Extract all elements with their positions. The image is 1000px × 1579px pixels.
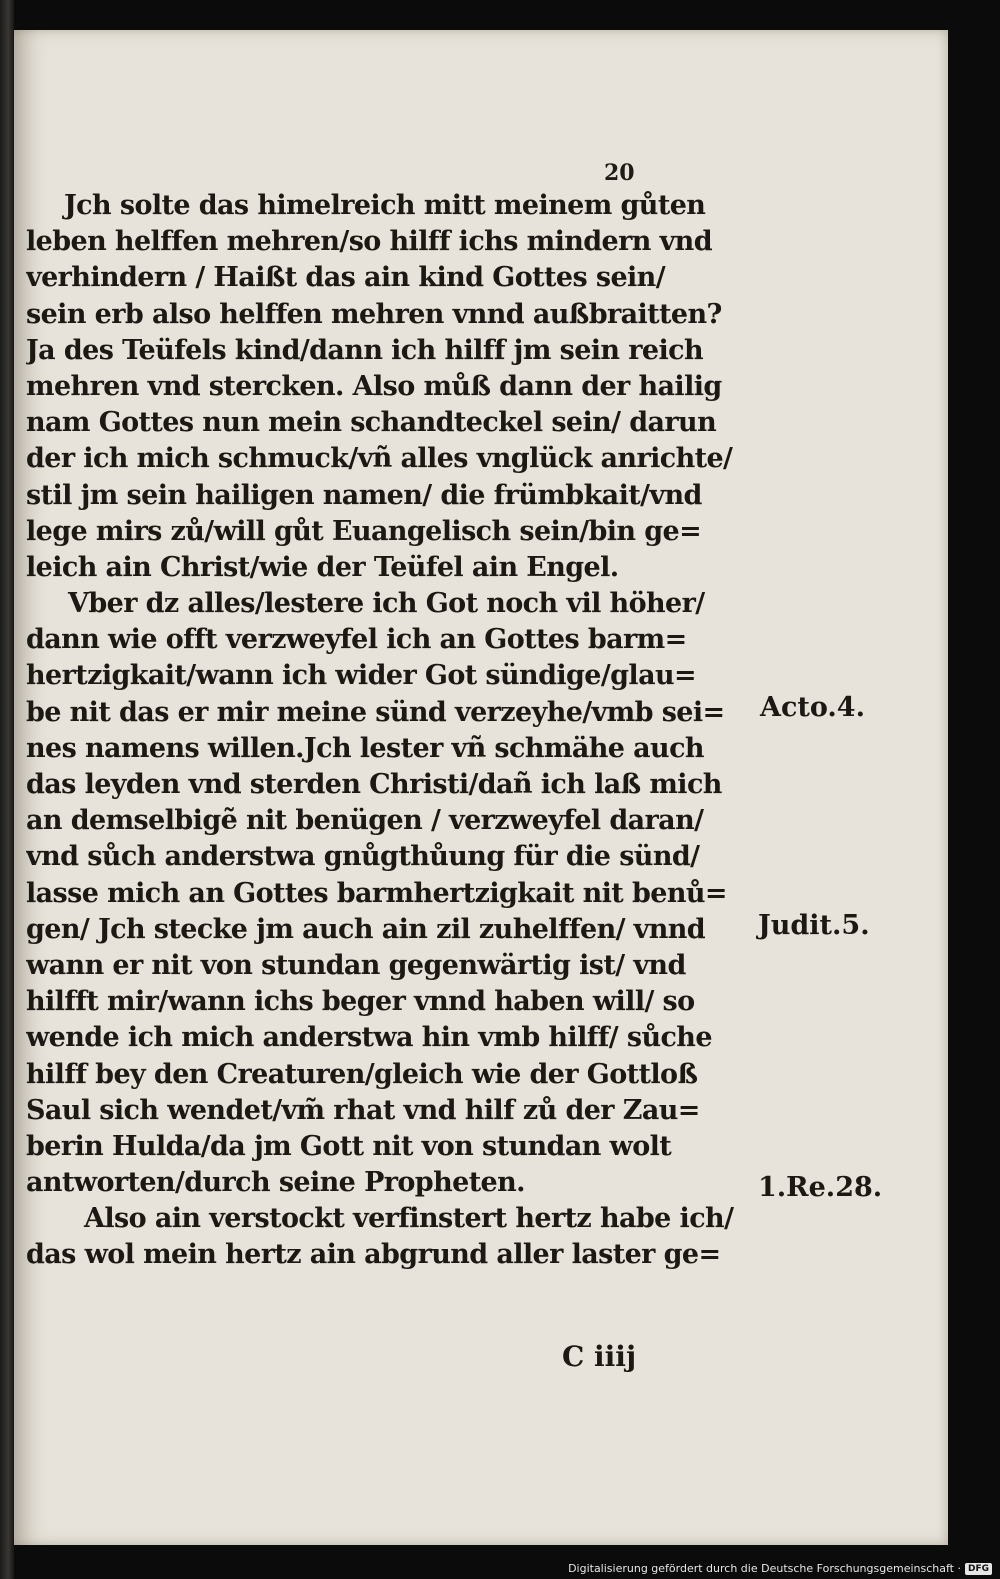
text-line: hilfft mir/wann ichs beger vnnd haben will/ so [26, 986, 695, 1018]
text-line: leben helffen mehren/so hilff ichs mindern vnd [26, 226, 712, 258]
signature-mark: C iiij [562, 1340, 637, 1373]
text-line: be nit das er mir meine sünd verzeyhe/vmb sei= [26, 696, 725, 728]
marginal-note-judit: Judit.5. [758, 910, 870, 941]
text-line: leich ain Christ/wie der Teüfel ain Engel. [26, 551, 619, 583]
text-line: mehren vnd stercken. Also můß dann der hailig [26, 370, 722, 402]
text-line: nam Gottes nun mein schandteckel sein/ darun [26, 407, 717, 439]
credit-text: Digitalisierung gefördert durch die Deutsche Forschungsgemeinschaft · [568, 1562, 961, 1575]
text-line: Vber dz alles/lestere ich Got noch vil höher/ [68, 588, 705, 620]
book-gutter-edge [0, 0, 14, 1579]
text-line: Jch solte das himelreich mitt meinem gůten [64, 190, 706, 221]
text-line: lasse mich an Gottes barmhertzigkait nit benů= [26, 877, 727, 909]
text-line: verhindern / Haißt das ain kind Gottes sein/ [26, 262, 665, 294]
text-line: dann wie offt verzweyfel ich an Gottes barm= [26, 624, 687, 656]
text-line: Ja des Teüfels kind/dann ich hilff jm sein reich [26, 334, 703, 366]
text-line: gen/ Jch stecke jm auch ain zil zuhelffen/ vnnd [26, 913, 706, 945]
marginal-note-reges: 1.Re.28. [758, 1172, 883, 1203]
text-line: der ich mich schmuck/vñ alles vnglück anrichte/ [26, 443, 733, 475]
text-line: antworten/durch seine Propheten. [26, 1167, 525, 1199]
text-line: hertzigkait/wann ich wider Got sündige/glau= [26, 660, 697, 692]
text-line: nes namens willen.Jch lester vñ schmähe auch [26, 732, 704, 764]
text-line: das leyden vnd sterden Christi/dañ ich laß mich [26, 769, 722, 800]
text-line: wann er nit von stundan gegenwärtig ist/ vnd [26, 949, 686, 981]
dfg-logo-icon: DFG [965, 1563, 992, 1575]
text-line: hilff bey den Creaturen/gleich wie der Gottloß [26, 1058, 698, 1090]
text-line: lege mirs zů/will gůt Euangelisch sein/bin ge= [26, 515, 702, 547]
text-line: das wol mein hertz ain abgrund aller laster ge= [26, 1239, 721, 1271]
text-line: vnd sůch anderstwa gnůgthůung für die sünd/ [26, 841, 700, 873]
text-line: Also ain verstockt verfinstert hertz habe ich/ [84, 1203, 734, 1235]
text-line: berin Hulda/da jm Gott nit von stundan wolt [26, 1130, 672, 1162]
text-line: Saul sich wendet/vm̃ rhat vnd hilf zů der Zau= [26, 1094, 700, 1126]
page-number: 20 [604, 160, 635, 186]
marginal-note-acto: Acto.4. [760, 692, 865, 723]
digitization-credit [568, 1562, 992, 1575]
text-line: stil jm sein hailigen namen/ die frümbkait/vnd [26, 479, 702, 511]
text-line: an demselbigẽ nit benügen / verzweyfel daran/ [26, 805, 704, 837]
text-line: wende ich mich anderstwa hin vmb hilff/ sůche [26, 1022, 712, 1054]
page-body-text [26, 188, 756, 1274]
text-line: sein erb also helffen mehren vnnd außbraitten? [26, 298, 722, 330]
